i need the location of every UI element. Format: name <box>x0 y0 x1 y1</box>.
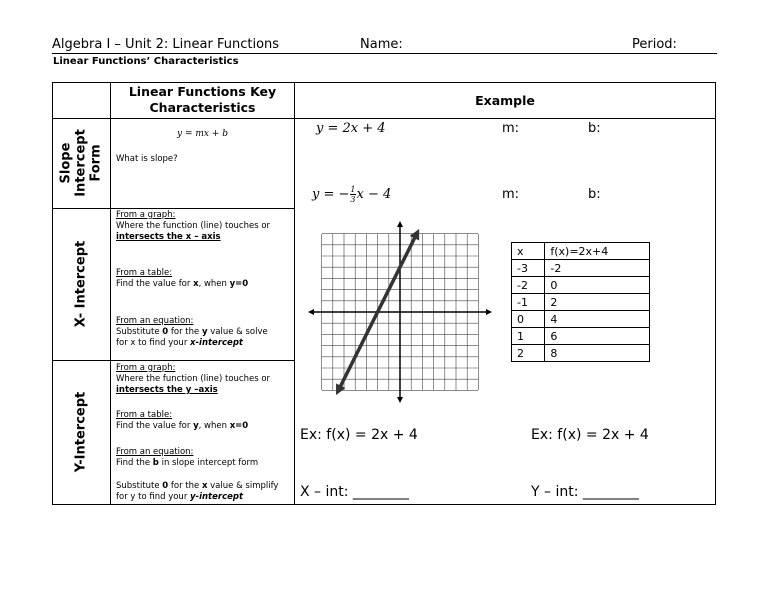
example-heading: Example <box>475 93 535 108</box>
x-int-graph-text: From a graph: Where the function (line) touches or intersects the x – axis <box>116 210 271 242</box>
table-cell-fx: 0 <box>545 277 650 294</box>
y-int-table-text: From a table: Find the value for y, when x=0 <box>116 410 249 431</box>
table-row <box>512 260 650 277</box>
x-int-table-text: From a table: Find the value for x, when y=0 <box>116 268 249 289</box>
m-label-1: m: <box>502 121 520 136</box>
example-equation-1: y = 2x + 4 <box>316 121 386 136</box>
y-int-answer-line[interactable]: Y – int: ________ <box>531 484 639 500</box>
page-subtitle: Linear Functions’ Characteristics <box>53 56 239 67</box>
slope-intercept-formula: y = mx + b <box>177 129 228 139</box>
table-cell-x: 0 <box>512 311 545 328</box>
table-row <box>512 311 650 328</box>
slope-question: What is slope? <box>116 154 178 164</box>
table-row <box>512 345 650 362</box>
row-label-y-intercept: Y-Intercept <box>73 391 89 473</box>
table-cell-x: x <box>512 243 545 260</box>
m-label-2: m: <box>502 187 520 202</box>
table-cell-fx: 4 <box>545 311 650 328</box>
y-int-equation-text: From an equation: Find the b in slope intercept form <box>116 447 259 468</box>
table-cell-fx: f(x)=2x+4 <box>545 243 650 260</box>
table-cell-fx: 6 <box>545 328 650 345</box>
y-int-substitute-text: Substitute 0 for the x value & simplify for y to find your y-intercept <box>116 481 279 502</box>
x-int-equation-text: From an equation: Substitute 0 for the y value & solve for x to find your x-intercept <box>116 316 268 348</box>
header-rule <box>52 53 717 54</box>
example-equation-2: y = − $\frac{1}{3}$ x − 4 <box>312 185 392 204</box>
example-fx-left: Ex: f(x) = 2x + 4 <box>300 427 418 443</box>
table-cell-x: -1 <box>512 294 545 311</box>
b-label-1: b: <box>588 121 601 136</box>
function-value-table <box>511 242 650 362</box>
name-label: Name: <box>360 37 403 52</box>
course-title: Algebra I – Unit 2: Linear Functions <box>52 37 280 52</box>
table-header-row <box>512 243 650 260</box>
x-int-answer-line[interactable]: X – int: ________ <box>300 484 409 500</box>
table-row <box>512 328 650 345</box>
table-cell-x: -3 <box>512 260 545 277</box>
table-cell-x: 2 <box>512 345 545 362</box>
coordinate-graph <box>305 220 495 405</box>
table-cell-x: 1 <box>512 328 545 345</box>
table-cell-fx: -2 <box>545 260 650 277</box>
example-fx-right: Ex: f(x) = 2x + 4 <box>531 427 649 443</box>
period-label: Period: <box>632 37 677 52</box>
table-row <box>512 294 650 311</box>
table-cell-fx: 8 <box>545 345 650 362</box>
table-cell-x: -2 <box>512 277 545 294</box>
table-cell-fx: 2 <box>545 294 650 311</box>
b-label-2: b: <box>588 187 601 202</box>
table-row <box>512 277 650 294</box>
y-int-graph-text: From a graph: Where the function (line) touches or intersects the y –axis <box>116 363 271 395</box>
row-label-x-intercept: X- Intercept <box>73 240 89 328</box>
row-label-slope-intercept: Slope Intercept Form <box>58 129 104 197</box>
key-characteristics-heading: Linear Functions Key Characteristics <box>128 84 277 115</box>
